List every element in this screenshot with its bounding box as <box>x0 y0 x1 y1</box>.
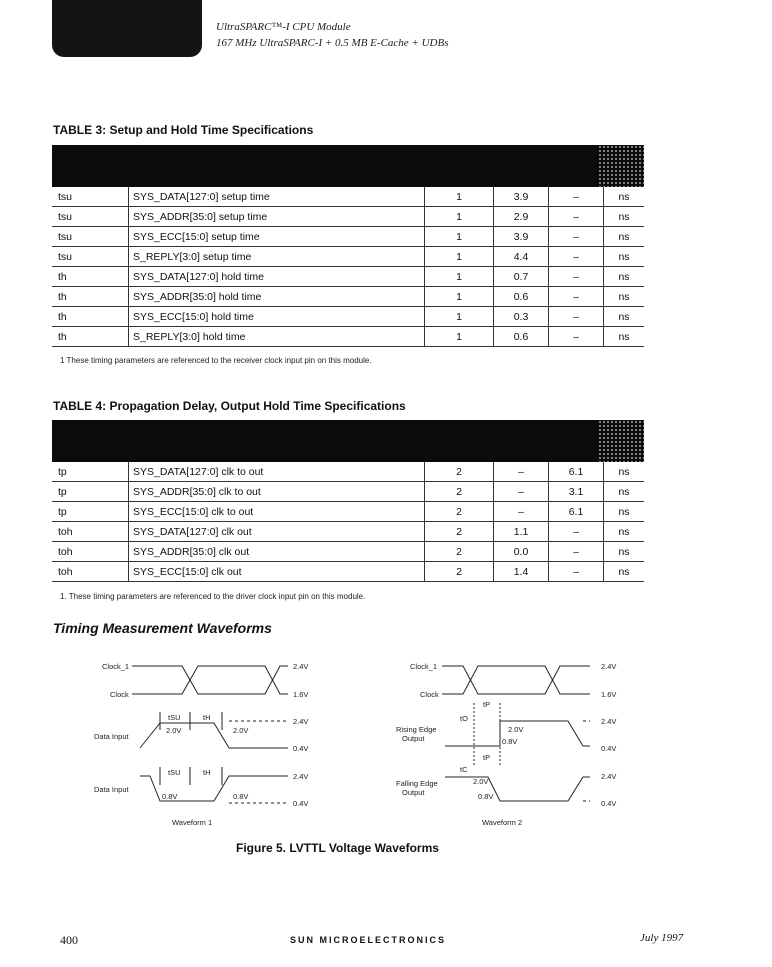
parameter-cell: SYS_ADDR[35:0] clk to out <box>129 482 425 502</box>
symbol-cell: tp <box>52 482 129 502</box>
header-description-line: 167 MHz UltraSPARC-I + 0.5 MB E-Cache + UDBs <box>216 37 449 49</box>
note-cell: 2 <box>425 502 494 522</box>
w2-level-label: 0.8V <box>502 737 518 746</box>
min-cell: 0.6 <box>494 327 549 347</box>
w2-voltage-label: 2.4V <box>601 662 617 671</box>
parameter-cell: SYS_ECC[15:0] clk to out <box>129 502 425 522</box>
note-cell: 2 <box>425 462 494 482</box>
w1-level-label: 2.0V <box>233 726 249 735</box>
table3-title: TABLE 3: Setup and Hold Time Specifications <box>53 123 314 137</box>
w1-level-label: 0.8V <box>162 792 178 801</box>
min-cell: 2.9 <box>494 207 549 227</box>
table-row <box>52 327 644 347</box>
table-row <box>52 287 644 307</box>
symbol-cell: th <box>52 307 129 327</box>
w1-voltage-label: 0.4V <box>293 744 309 753</box>
symbol-cell: tsu <box>52 207 129 227</box>
note-cell: 2 <box>425 542 494 562</box>
max-cell: – <box>549 227 604 247</box>
w1-th-label: tH <box>203 768 211 777</box>
table4-title: TABLE 4: Propagation Delay, Output Hold Time Specifications <box>53 399 406 413</box>
max-cell: – <box>549 562 604 582</box>
table-row <box>52 462 644 482</box>
w1-th-label: tH <box>203 713 211 722</box>
symbol-cell: tp <box>52 502 129 522</box>
w1-level-label: 0.8V <box>233 792 249 801</box>
note-cell: 2 <box>425 482 494 502</box>
unit-cell: ns <box>604 287 645 307</box>
w2-rising-label: Output <box>402 734 425 743</box>
max-cell: – <box>549 187 604 207</box>
w1-voltage-label: 1.6V <box>293 690 309 699</box>
max-cell: – <box>549 287 604 307</box>
parameter-cell: SYS_ADDR[35:0] clk out <box>129 542 425 562</box>
w2-tp-label: tP <box>483 700 491 709</box>
min-cell: 0.3 <box>494 307 549 327</box>
min-cell: – <box>494 482 549 502</box>
w2-to-label: tO <box>460 714 468 723</box>
symbol-cell: th <box>52 327 129 347</box>
parameter-cell: SYS_DATA[127:0] clk out <box>129 522 425 542</box>
parameter-cell: SYS_ECC[15:0] hold time <box>129 307 425 327</box>
table4 <box>52 462 644 582</box>
header-logo-block <box>52 0 202 57</box>
w1-data-input-label: Data Input <box>94 785 129 794</box>
symbol-cell: toh <box>52 542 129 562</box>
max-cell: 6.1 <box>549 502 604 522</box>
unit-cell: ns <box>604 502 645 522</box>
table-row <box>52 187 644 207</box>
w1-voltage-label: 2.4V <box>293 717 309 726</box>
parameter-cell: SYS_ECC[15:0] clk out <box>129 562 425 582</box>
min-cell: – <box>494 462 549 482</box>
symbol-cell: tsu <box>52 227 129 247</box>
waveform-2-clock-trace <box>442 666 590 694</box>
unit-cell: ns <box>604 562 645 582</box>
min-cell: 0.6 <box>494 287 549 307</box>
w2-level-label: 0.8V <box>478 792 494 801</box>
symbol-cell: th <box>52 267 129 287</box>
w2-level-label: 2.0V <box>473 777 489 786</box>
w1-level-label: 2.0V <box>166 726 182 735</box>
figure-caption: Figure 5. LVTTL Voltage Waveforms <box>236 841 439 855</box>
min-cell: – <box>494 502 549 522</box>
max-cell: – <box>549 207 604 227</box>
timing-waveforms-figure <box>0 655 772 830</box>
waveform-2-caption: Waveform 2 <box>482 818 523 827</box>
min-cell: 1.4 <box>494 562 549 582</box>
unit-cell: ns <box>604 482 645 502</box>
note-cell: 1 <box>425 267 494 287</box>
w2-tp2-label: tP <box>483 753 491 762</box>
symbol-cell: th <box>52 287 129 307</box>
unit-cell: ns <box>604 307 645 327</box>
header-product-line: UltraSPARC™-I CPU Module <box>216 21 351 33</box>
waveform-1-clock-trace <box>132 666 288 694</box>
waveform-1-caption: Waveform 1 <box>172 818 213 827</box>
table4-footnote: 1. These timing parameters are referenced to the driver clock input pin on this module. <box>60 592 366 601</box>
table-row <box>52 522 644 542</box>
w1-clock-label: Clock <box>110 690 129 699</box>
min-cell: 1.1 <box>494 522 549 542</box>
note-cell: 1 <box>425 247 494 267</box>
table-row <box>52 307 644 327</box>
table3-header-band <box>52 145 644 187</box>
note-cell: 2 <box>425 562 494 582</box>
max-cell: – <box>549 307 604 327</box>
w1-tsu-label: tSU <box>168 768 181 777</box>
table-row <box>52 247 644 267</box>
waveform-1-data-input-trace <box>140 721 288 803</box>
table-row <box>52 227 644 247</box>
max-cell: – <box>549 267 604 287</box>
note-cell: 1 <box>425 307 494 327</box>
w2-voltage-label: 0.4V <box>601 799 617 808</box>
parameter-cell: SYS_DATA[127:0] hold time <box>129 267 425 287</box>
min-cell: 3.9 <box>494 227 549 247</box>
section-title: Timing Measurement Waveforms <box>53 620 272 636</box>
max-cell: 6.1 <box>549 462 604 482</box>
w2-clock-label: Clock <box>420 690 439 699</box>
w2-voltage-label: 2.4V <box>601 772 617 781</box>
parameter-cell: SYS_DATA[127:0] clk to out <box>129 462 425 482</box>
min-cell: 0.7 <box>494 267 549 287</box>
min-cell: 4.4 <box>494 247 549 267</box>
w2-falling-label: Falling Edge <box>396 779 438 788</box>
symbol-cell: tsu <box>52 187 129 207</box>
parameter-cell: SYS_DATA[127:0] setup time <box>129 187 425 207</box>
parameter-cell: SYS_ECC[15:0] setup time <box>129 227 425 247</box>
w1-data-input-label: Data Input <box>94 732 129 741</box>
note-cell: 1 <box>425 227 494 247</box>
table-row <box>52 482 644 502</box>
table-row <box>52 562 644 582</box>
w1-voltage-label: 0.4V <box>293 799 309 808</box>
unit-cell: ns <box>604 207 645 227</box>
table3-footnote: 1 These timing parameters are referenced to the receiver clock input pin on this module. <box>60 356 372 365</box>
footer-date: July 1997 <box>640 932 684 944</box>
symbol-cell: tp <box>52 462 129 482</box>
max-cell: 3.1 <box>549 482 604 502</box>
table-row <box>52 542 644 562</box>
parameter-cell: SYS_ADDR[35:0] setup time <box>129 207 425 227</box>
min-cell: 0.0 <box>494 542 549 562</box>
w2-tc-label: tC <box>460 765 468 774</box>
w2-voltage-label: 2.4V <box>601 717 617 726</box>
table-row <box>52 502 644 522</box>
min-cell: 3.9 <box>494 187 549 207</box>
page-number: 400 <box>60 933 78 947</box>
w1-tsu-label: tSU <box>168 713 181 722</box>
parameter-cell: SYS_ADDR[35:0] hold time <box>129 287 425 307</box>
unit-cell: ns <box>604 327 645 347</box>
parameter-cell: S_REPLY[3:0] setup time <box>129 247 425 267</box>
w1-voltage-label: 2.4V <box>293 772 309 781</box>
w2-falling-label: Output <box>402 788 425 797</box>
note-cell: 1 <box>425 327 494 347</box>
note-cell: 1 <box>425 207 494 227</box>
w2-voltage-label: 1.6V <box>601 690 617 699</box>
unit-cell: ns <box>604 227 645 247</box>
w2-rising-label: Rising Edge <box>396 725 437 734</box>
max-cell: – <box>549 542 604 562</box>
unit-cell: ns <box>604 187 645 207</box>
unit-cell: ns <box>604 542 645 562</box>
w2-clock1-label: Clock_1 <box>410 662 438 671</box>
table4-header-band <box>52 420 644 462</box>
unit-cell: ns <box>604 462 645 482</box>
table-row <box>52 267 644 287</box>
symbol-cell: toh <box>52 562 129 582</box>
unit-cell: ns <box>604 522 645 542</box>
symbol-cell: tsu <box>52 247 129 267</box>
parameter-cell: S_REPLY[3:0] hold time <box>129 327 425 347</box>
w1-clock1-label: Clock_1 <box>102 662 130 671</box>
symbol-cell: toh <box>52 522 129 542</box>
unit-cell: ns <box>604 267 645 287</box>
w2-level-label: 2.0V <box>508 725 524 734</box>
max-cell: – <box>549 247 604 267</box>
table-row <box>52 207 644 227</box>
max-cell: – <box>549 327 604 347</box>
note-cell: 1 <box>425 187 494 207</box>
table3 <box>52 187 644 347</box>
w1-voltage-label: 2.4V <box>293 662 309 671</box>
note-cell: 1 <box>425 287 494 307</box>
note-cell: 2 <box>425 522 494 542</box>
unit-cell: ns <box>604 247 645 267</box>
w2-voltage-label: 0.4V <box>601 744 617 753</box>
footer-brand: SUN MICROELECTRONICS <box>290 935 447 945</box>
max-cell: – <box>549 522 604 542</box>
